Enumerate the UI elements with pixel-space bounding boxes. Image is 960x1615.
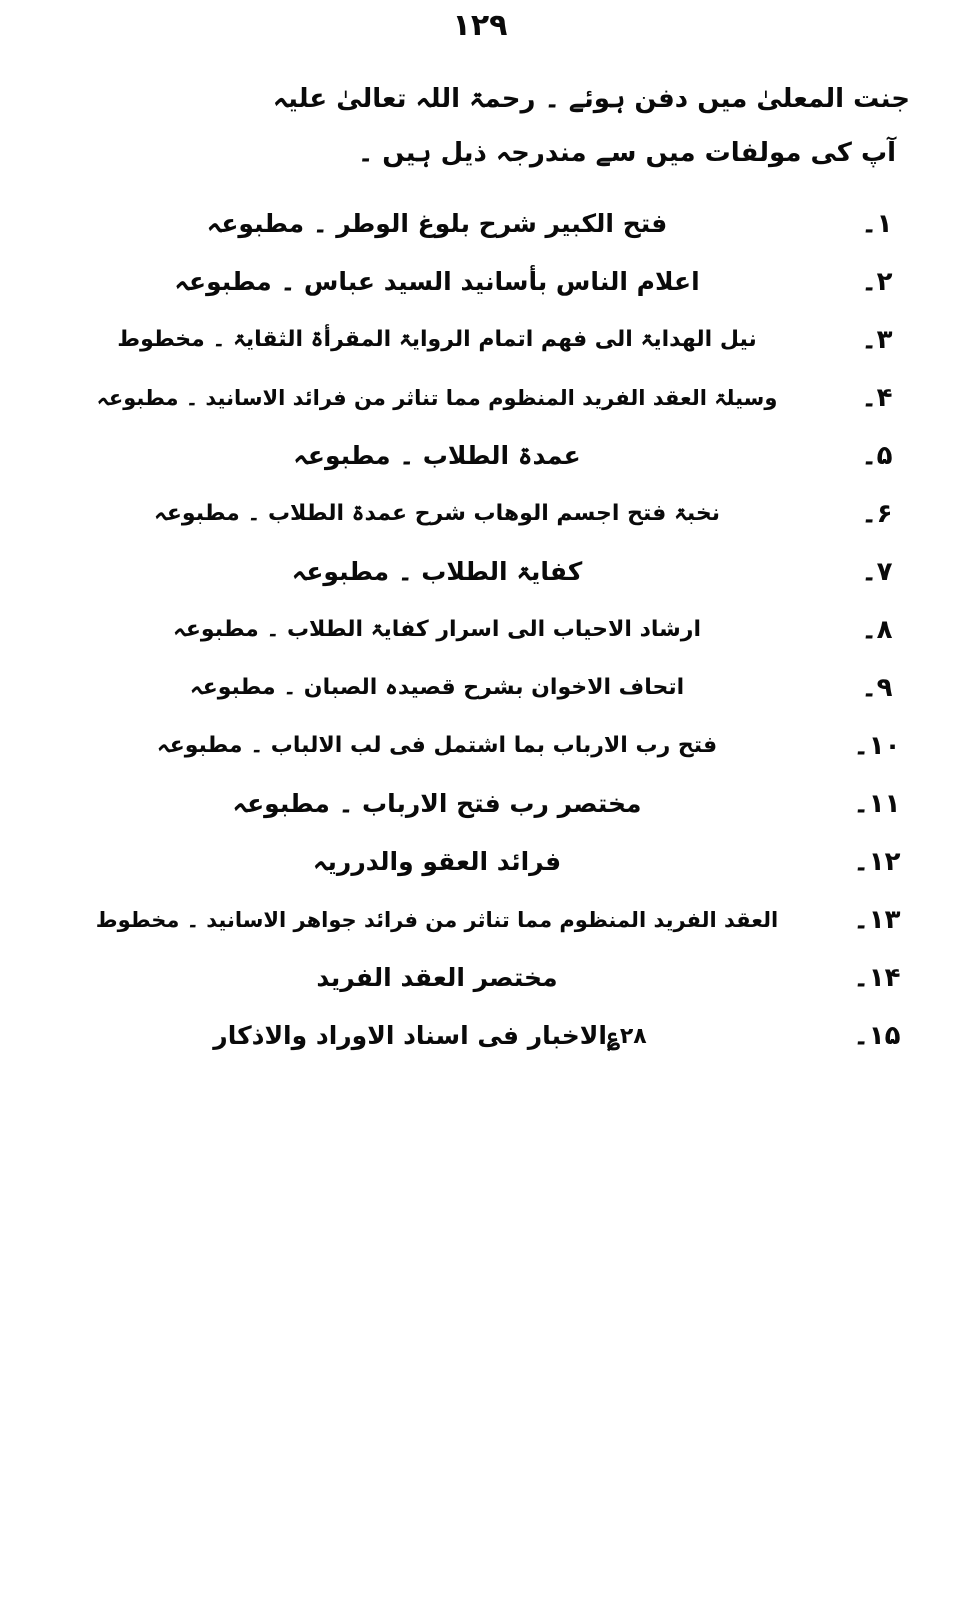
- list-item-number: ۹۔: [861, 673, 893, 703]
- list-item-title: مختصر رب فتح الارباب ۔ مطبوعہ: [232, 789, 642, 818]
- list-item: [40, 314, 920, 366]
- list-item: [40, 372, 920, 424]
- list-item: [40, 430, 920, 482]
- list-item-number: ۱۵۔: [853, 1021, 901, 1051]
- list-item: [40, 894, 920, 946]
- list-item-title-wrap: [40, 1010, 834, 1063]
- list-item: [40, 836, 920, 888]
- list-item-number: ۱۳۔: [853, 905, 901, 935]
- list-item-title: عمدۃ الطلاب ۔ مطبوعہ: [293, 441, 581, 470]
- list-item-number: ۱۰۔: [853, 731, 901, 761]
- list-item-title: وسیلۃ العقد الفرید المنظوم مما تناثر من فرائد الاسانید ۔ مطبوعہ: [96, 386, 778, 410]
- list-item: [40, 662, 920, 714]
- list-item: [40, 1010, 920, 1063]
- list-item-number: ۳۔: [861, 325, 893, 355]
- list-item: [40, 604, 920, 656]
- list-item-title: ارشاد الاحیاب الی اسرار کفایۃ الطلاب ۔ مطبوعہ: [173, 617, 701, 642]
- list-item-number: ۸۔: [861, 615, 893, 645]
- list-item-number: ۱۲۔: [853, 847, 901, 877]
- list-item-number: ۲۔: [861, 267, 893, 297]
- page-body: [40, 72, 920, 1069]
- list-item: [40, 952, 920, 1004]
- intro-line-1: جنت المعلیٰ میں دفن ہوئے ۔ رحمۃ اللہ تعالیٰ علیہ: [272, 84, 910, 114]
- list-item: [40, 546, 920, 598]
- works-list: [40, 198, 920, 1063]
- list-item-title: العقد الفرید المنظوم مما تناثر من فرائد جواھر الاسانید ۔ مخطوط: [95, 908, 779, 932]
- list-item-number: ۱۱۔: [853, 789, 901, 819]
- list-item-number: ۱۴۔: [853, 963, 901, 993]
- intro-line-2: آپ کی مولفات میں سے مندرجہ ذیل ہیں ۔: [357, 138, 896, 168]
- list-item: [40, 198, 920, 250]
- page-number: ۱۲۹: [452, 8, 508, 43]
- list-item-title: اتحاف الاخوان بشرح قصیدہ الصبان ۔ مطبوعہ: [189, 675, 685, 700]
- list-item-number: ۵۔: [861, 441, 893, 471]
- list-item-number: ۷۔: [861, 557, 893, 587]
- list-item-title: فتح رب الارباب بما اشتمل فی لب الالباب ۔ مطبوعہ: [156, 733, 718, 758]
- list-item-number: ۴۔: [861, 383, 893, 413]
- list-item-title: فرائد العقو والدرریہ: [312, 847, 562, 876]
- list-item-title: نیل الھدایۃ الی فھم اتمام الروایۃ المقرأۃ الثقایۃ ۔ مخطوط: [117, 327, 757, 352]
- list-item-number: ۶۔: [861, 499, 893, 529]
- list-item-title: کفایۃ الطلاب ۔ مطبوعہ: [291, 557, 583, 586]
- list-item-title: فتح الکبیر شرح بلوغ الوطر ۔ مطبوعہ: [206, 209, 668, 238]
- list-item: [40, 256, 920, 308]
- list-item: [40, 778, 920, 830]
- list-item-number: ۱۔: [861, 209, 893, 239]
- list-item-title: مختصر العقد الفرید: [316, 963, 558, 992]
- list-item-title: اعلام الناس بأسانید السید عباس ۔ مطبوعہ: [174, 267, 700, 296]
- list-item-title: الاخبار فی اسناد الاوراد والاذکار: [213, 1021, 607, 1050]
- list-item: [40, 488, 920, 540]
- list-item: [40, 720, 920, 772]
- reference-marker: ۲۸؏: [606, 1024, 647, 1049]
- list-item-title: نخبۃ فتح اجسم الوھاب شرح عمدۃ الطلاب ۔ مطبوعہ: [154, 501, 720, 526]
